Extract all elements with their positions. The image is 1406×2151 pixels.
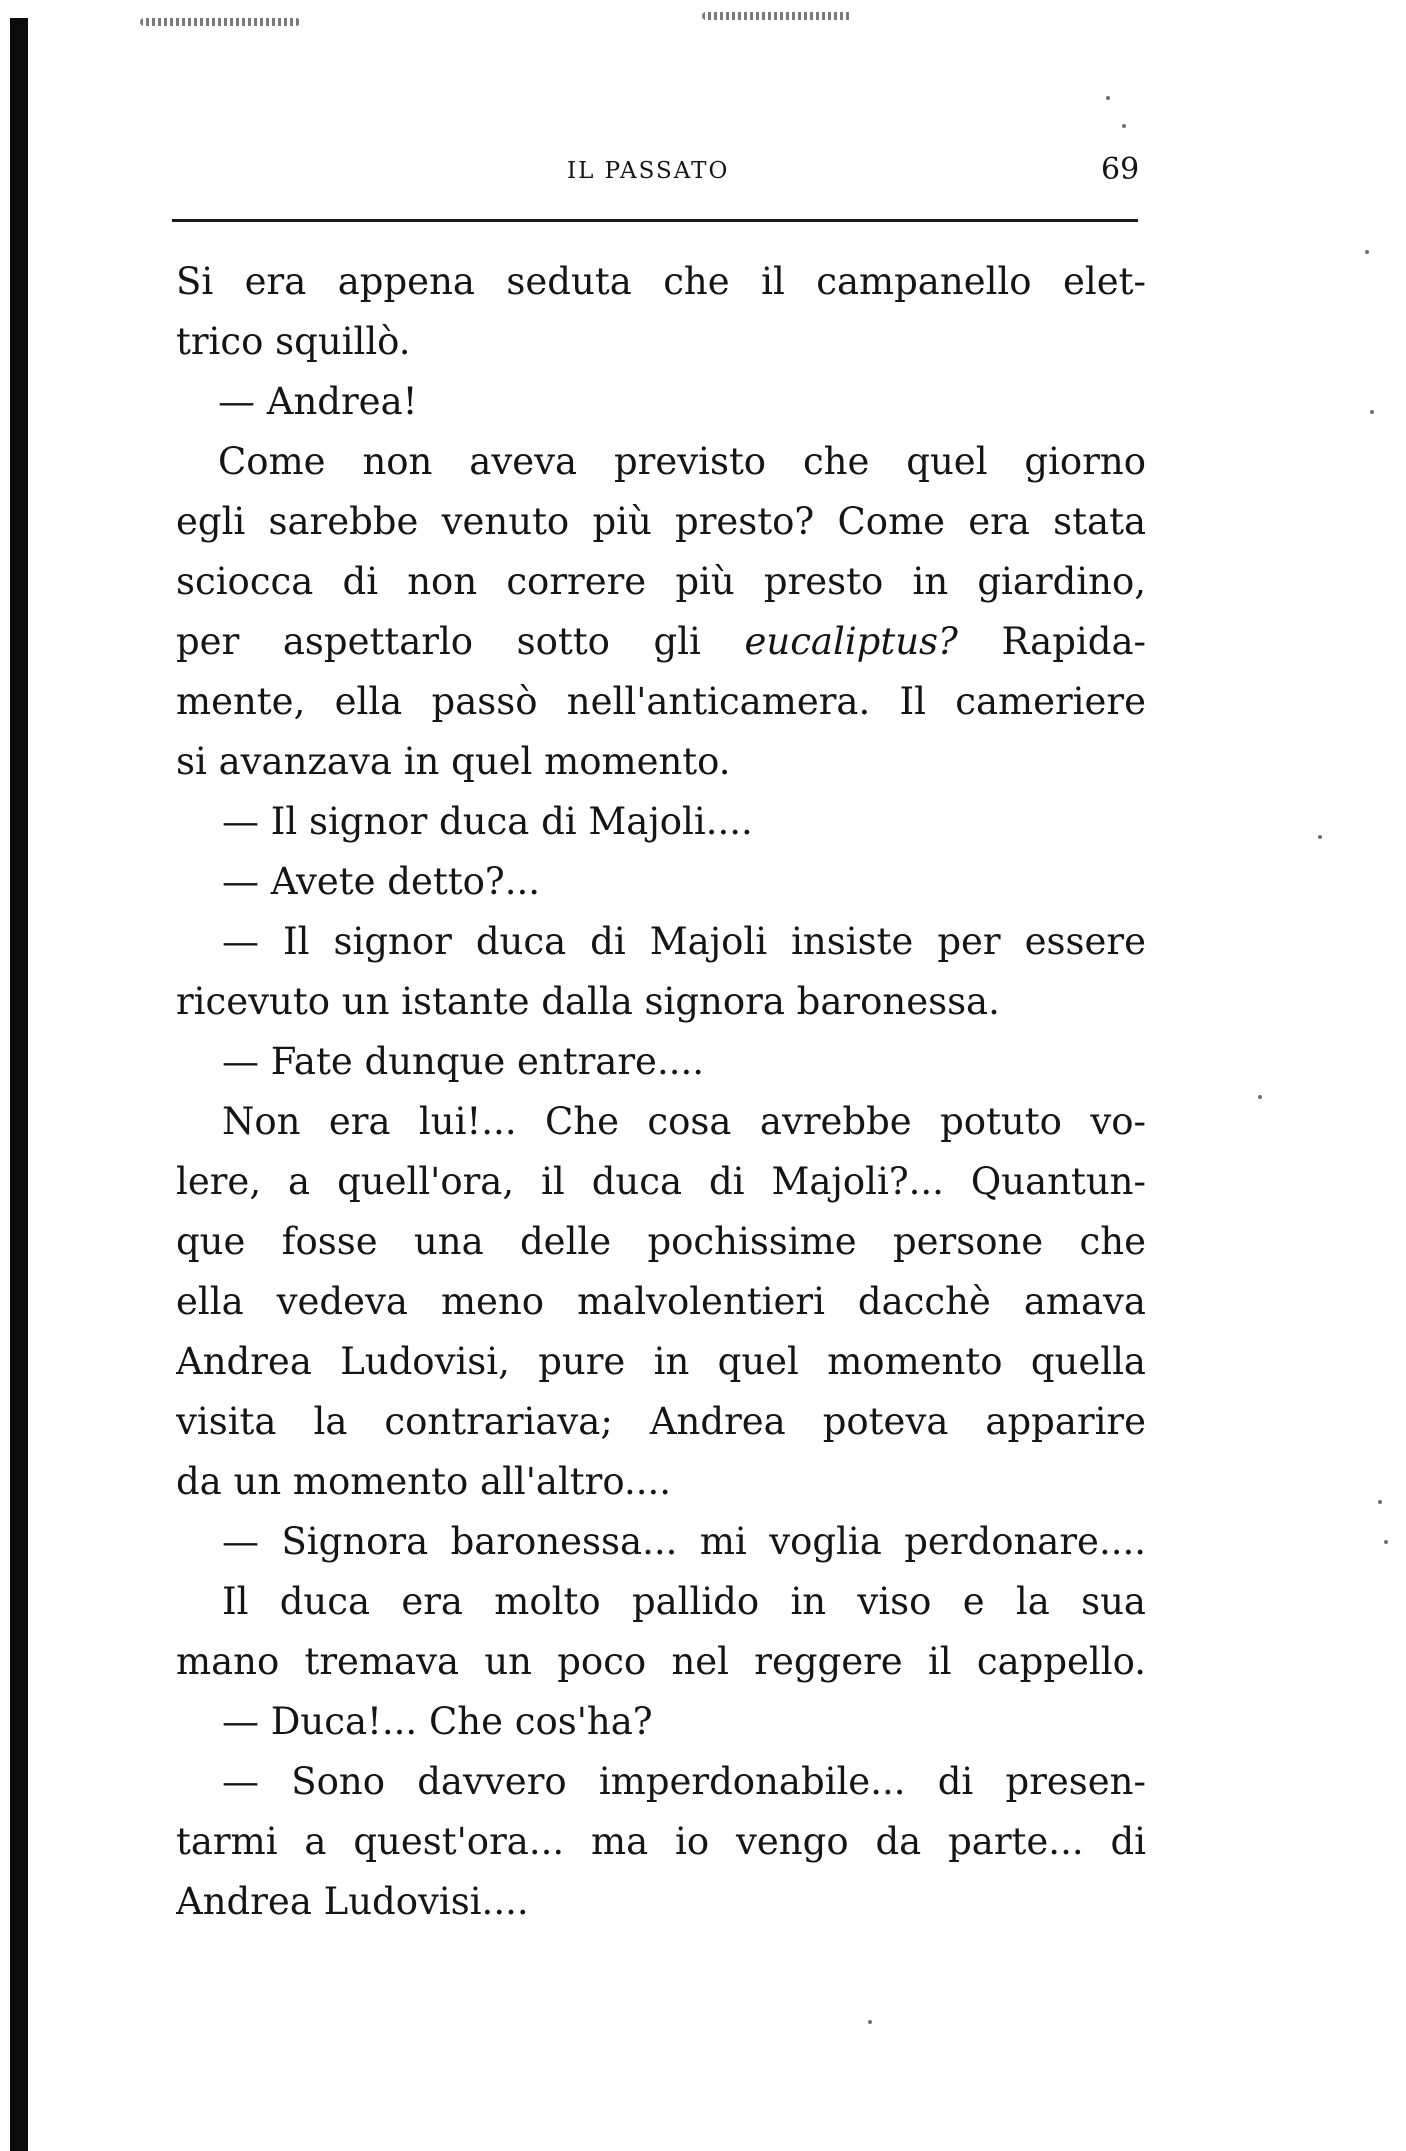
running-head: IL PASSATO xyxy=(567,158,730,184)
page-number: 69 xyxy=(1101,152,1140,187)
text-line: ella vedeva meno malvolentieri dacchè amava xyxy=(176,1280,1146,1323)
text-line xyxy=(176,612,1146,672)
dialogue-line: — Fate dunque entrare.... xyxy=(222,1040,704,1083)
header-rule xyxy=(172,219,1138,222)
scan-speck xyxy=(1365,250,1369,254)
scan-speck xyxy=(1258,1095,1262,1099)
text-line: egli sarebbe venuto più presto? Come era stata xyxy=(176,500,1146,543)
scan-speck xyxy=(1378,1500,1382,1504)
text-line: si avanzava in quel momento. xyxy=(176,740,731,783)
text-line: Andrea Ludovisi.... xyxy=(176,1880,529,1923)
scan-speck xyxy=(1370,410,1374,414)
text-line: Andrea Ludovisi, pure in quel momento quella xyxy=(176,1340,1146,1383)
text-line: mente, ella passò nell'anticamera. Il cameriere xyxy=(176,680,1146,723)
text-line: trico squillò. xyxy=(176,320,411,363)
text-line: Come non aveva previsto che quel giorno xyxy=(218,440,1146,483)
scan-speck xyxy=(1318,835,1322,839)
dialogue-line: — Il signor duca di Majoli.... xyxy=(222,800,753,843)
scan-speck xyxy=(1384,1540,1388,1544)
dialogue-line: — Sono davvero imperdonabile... di presen- xyxy=(222,1760,1146,1803)
text-segment: per aspettarlo sotto gli xyxy=(176,620,701,663)
text-line: Si era appena seduta che il campanello elet- xyxy=(176,260,1146,303)
text-line: mano tremava un poco nel reggere il cappello. xyxy=(176,1640,1146,1683)
text-segment: Rapida- xyxy=(1001,620,1146,663)
text-line: ricevuto un istante dalla signora baronessa. xyxy=(176,980,1000,1023)
dialogue-line: — Avete detto?... xyxy=(222,860,541,903)
scan-speck xyxy=(868,2020,872,2024)
text-line: da un momento all'altro.... xyxy=(176,1460,672,1503)
italic-term: eucaliptus? xyxy=(744,620,958,663)
scan-speck xyxy=(1122,124,1126,128)
scan-speck xyxy=(1106,96,1110,100)
scan-artifact xyxy=(140,18,300,26)
scan-artifact xyxy=(702,12,852,20)
text-line: sciocca di non correre più presto in giardino, xyxy=(176,560,1146,603)
text-line: que fosse una delle pochissime persone che xyxy=(176,1220,1146,1263)
dialogue-line: — Andrea! xyxy=(218,380,418,423)
dialogue-line: — Il signor duca di Majoli insiste per essere xyxy=(222,920,1146,963)
dialogue-line: — Signora baronessa... mi voglia perdonare.... xyxy=(222,1520,1146,1563)
text-line: visita la contrariava; Andrea poteva apparire xyxy=(176,1400,1146,1443)
text-line: lere, a quell'ora, il duca di Majoli?... Quantun- xyxy=(176,1160,1146,1203)
binding-shadow xyxy=(10,18,28,2151)
body-text xyxy=(176,252,1146,1932)
text-line: tarmi a quest'ora... ma io vengo da parte... di xyxy=(176,1820,1146,1863)
dialogue-line: — Duca!... Che cos'ha? xyxy=(222,1700,653,1743)
text-line: Non era lui!... Che cosa avrebbe potuto vo- xyxy=(222,1100,1146,1143)
text-line: Il duca era molto pallido in viso e la sua xyxy=(222,1580,1146,1623)
